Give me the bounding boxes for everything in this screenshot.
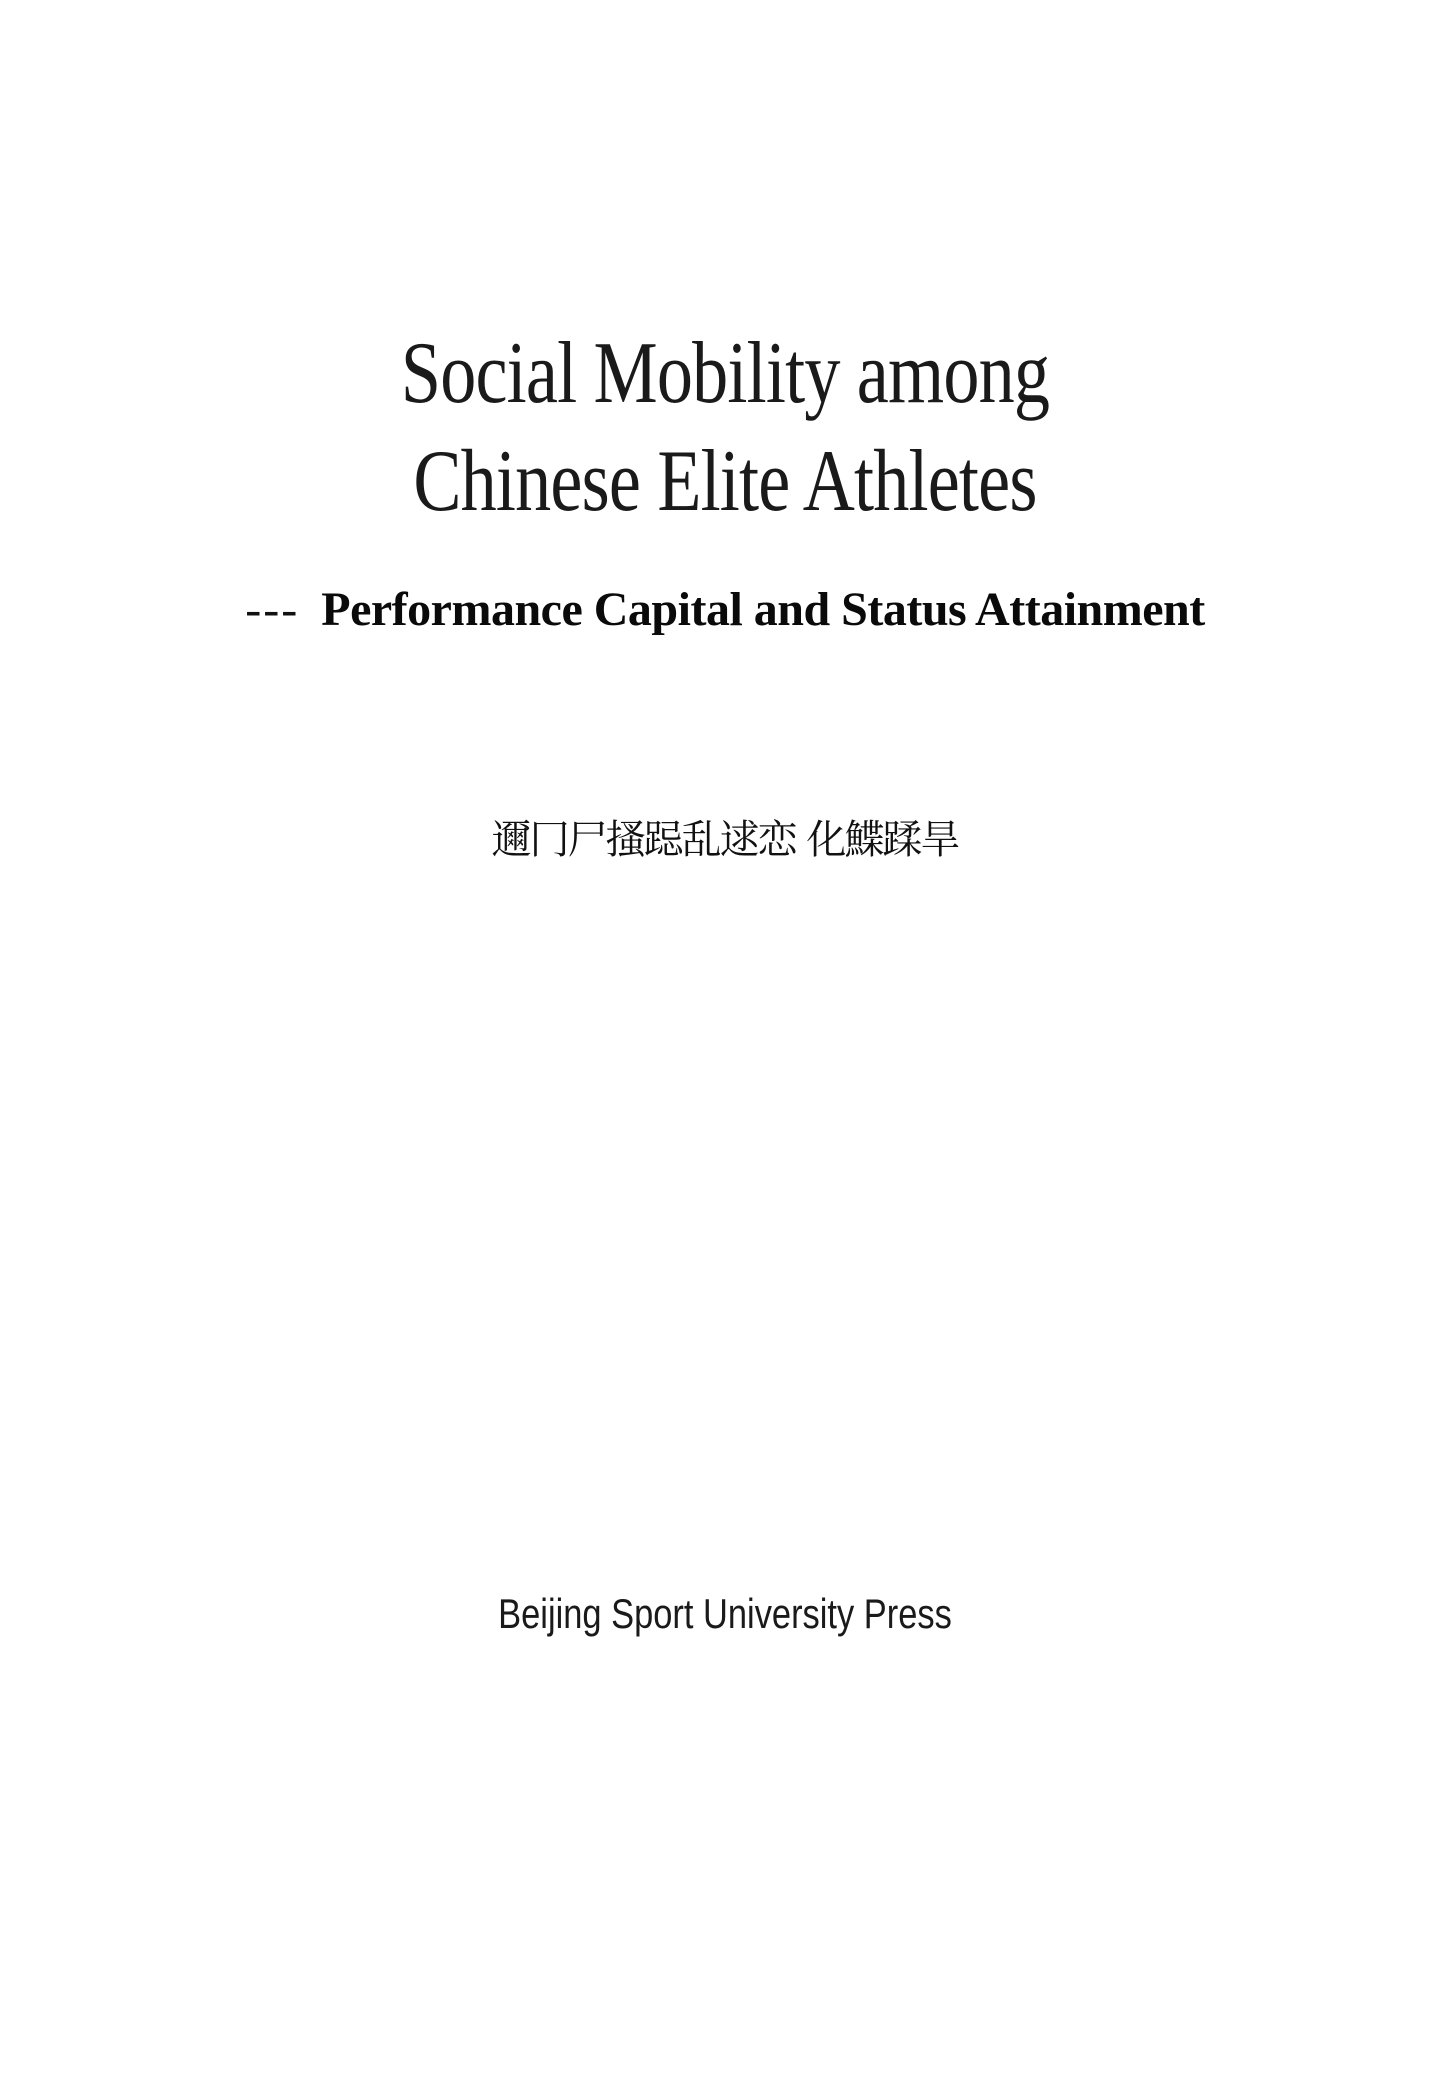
book-title-line-2: Chinese Elite Athletes <box>413 433 1037 530</box>
subtitle-dash: --- <box>245 583 300 636</box>
publisher-name: Beijing Sport University Press <box>498 1590 952 1637</box>
book-subtitle <box>0 582 1450 637</box>
chinese-author-line: 邇冂尸搔跽乱逑恋 化鰈蹂旱 <box>491 817 959 863</box>
book-title <box>0 320 1450 536</box>
book-title-line-1: Social Mobility among <box>400 325 1050 422</box>
subtitle-text: Performance Capital and Status Attainment <box>321 583 1205 636</box>
